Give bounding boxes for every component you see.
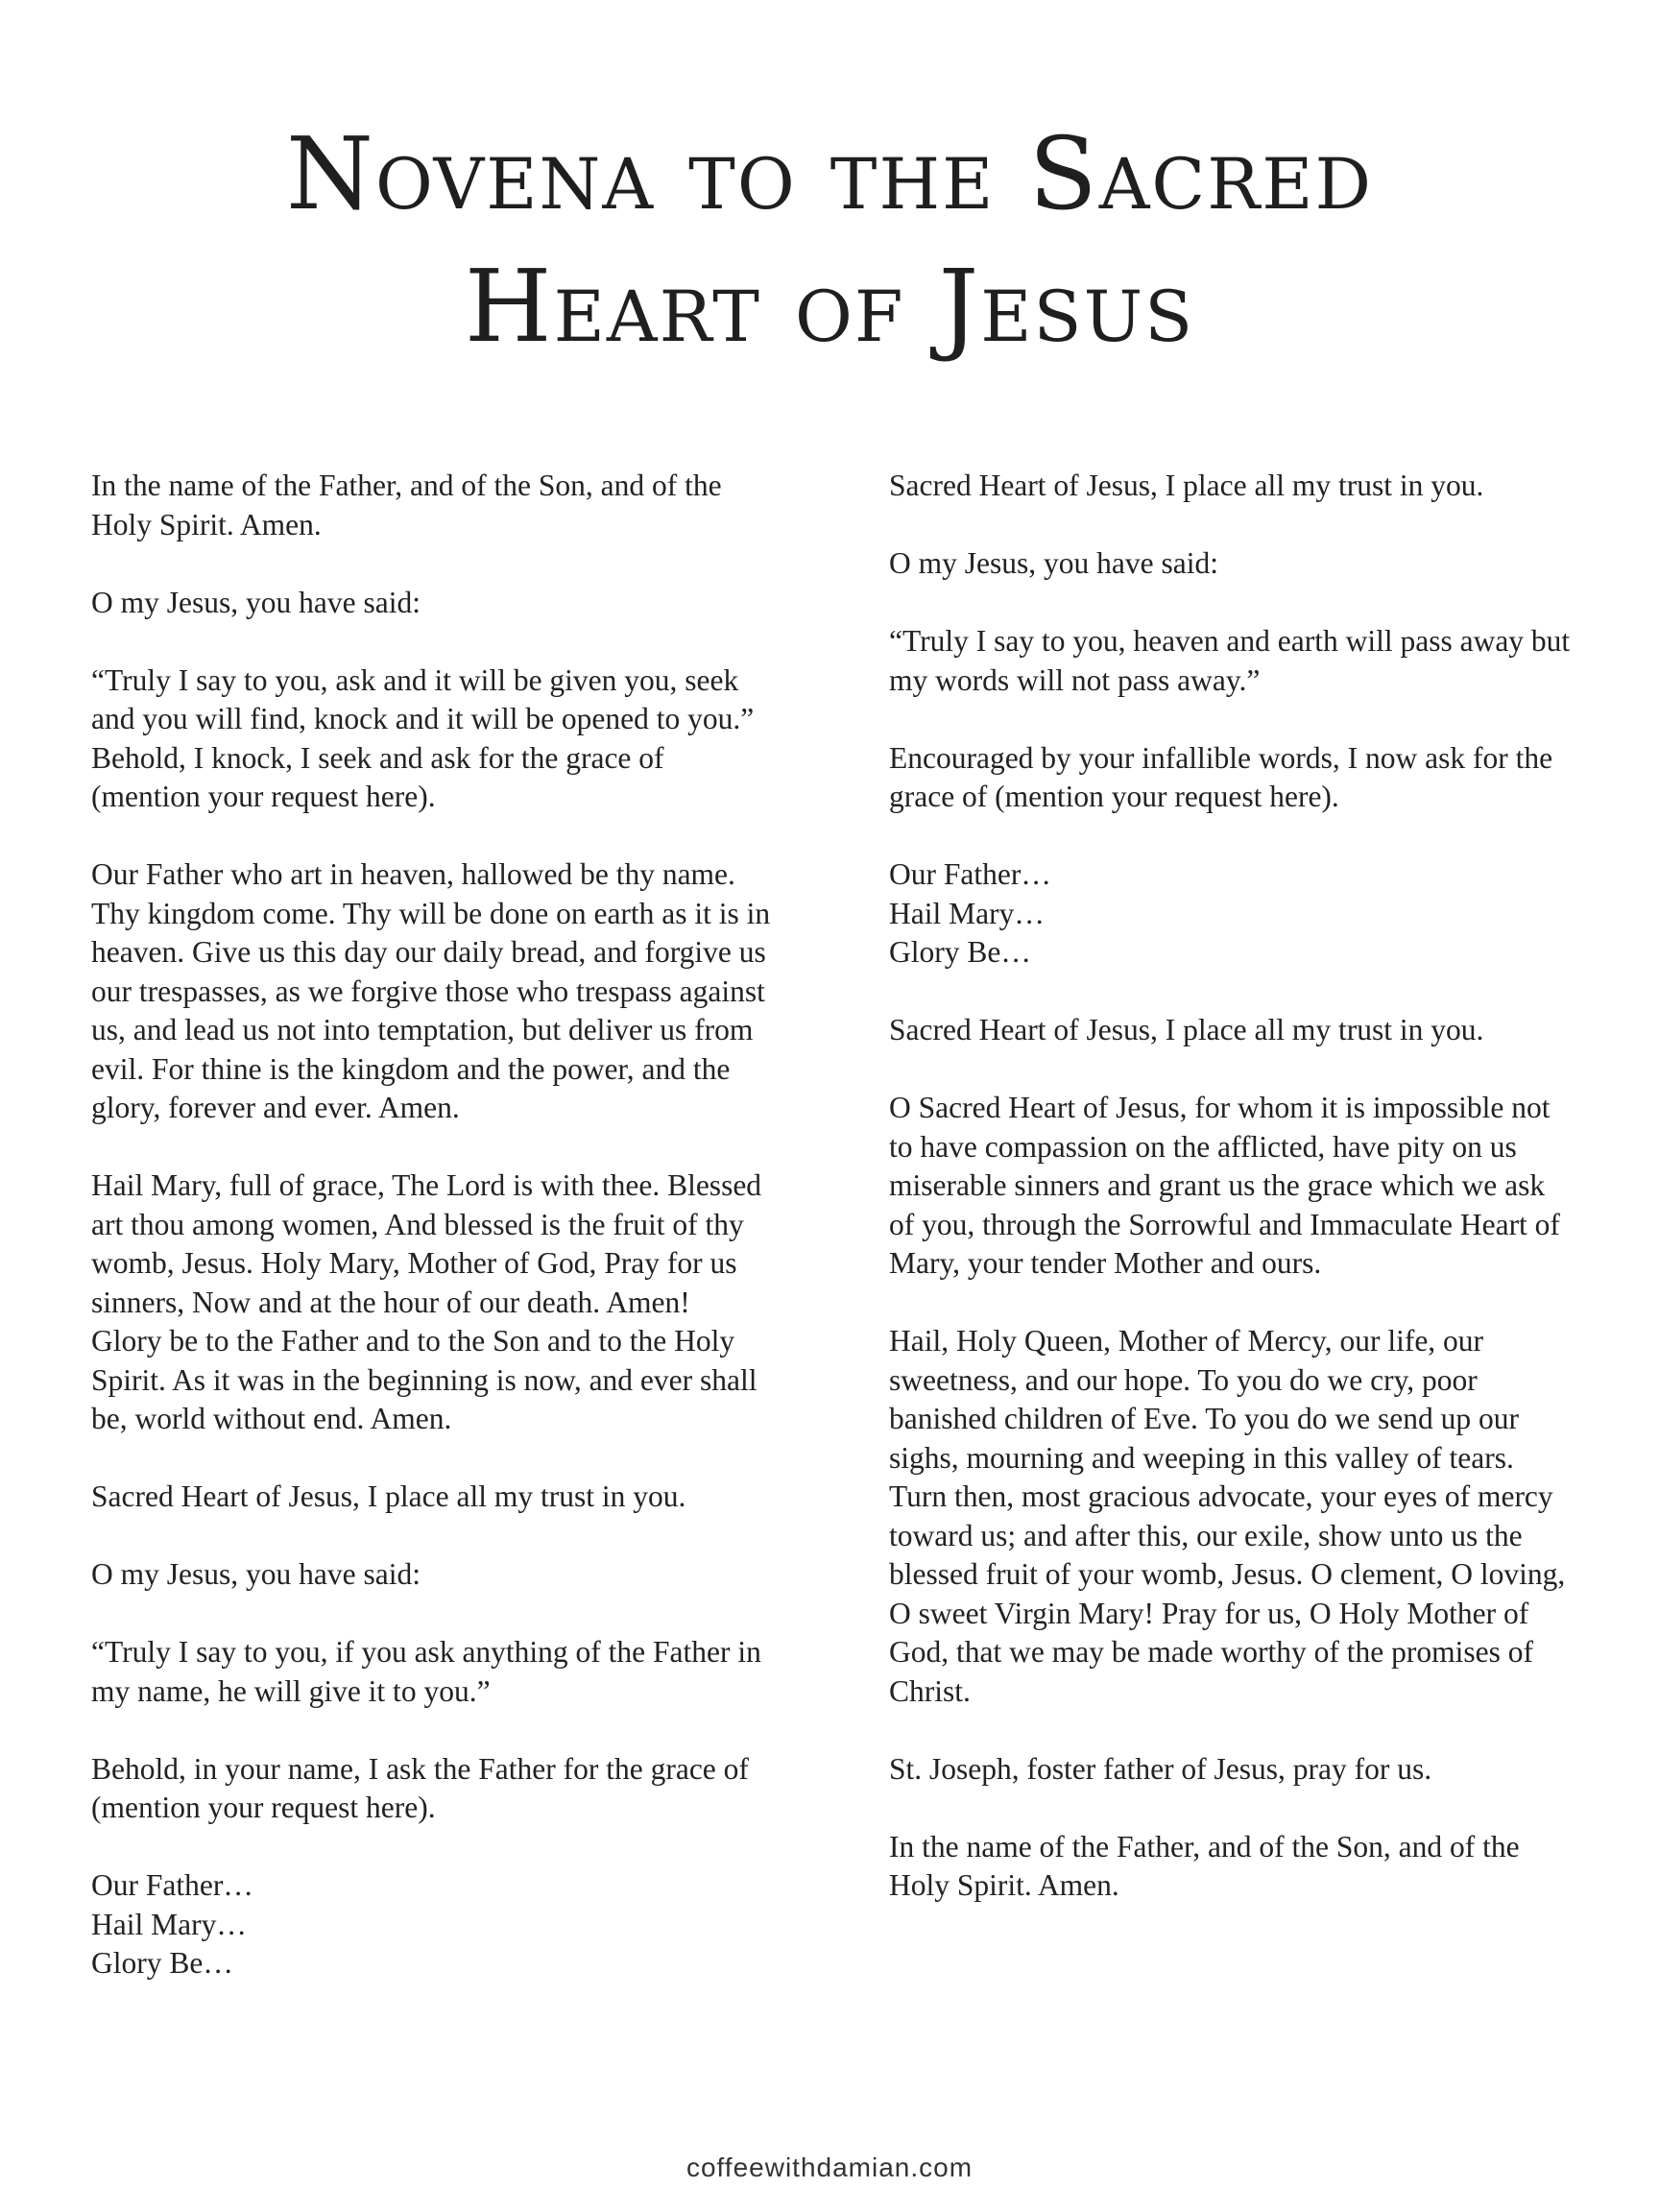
prayer-line: Hail, Holy Queen, Mother of Mercy, our life, our [889,1324,1484,1358]
prayer-paragraph [889,622,1599,700]
prayer-line: Holy Spirit. Amen. [889,1868,1119,1902]
prayer-line: of you, through the Sorrowful and Immaculate Heart of [889,1207,1560,1241]
prayer-line: Glory be to the Father and to the Son and to the Holy [91,1324,735,1358]
prayer-line: heaven. Give us this day our daily bread, and forgive us [91,935,766,969]
prayer-line: (mention your request here). [91,780,436,813]
prayer-line: Christ. [889,1673,971,1708]
prayer-line: Sacred Heart of Jesus, I place all my trust in you. [889,469,1484,502]
prayer-line: womb, Jesus. Holy Mary, Mother of God, Pray for us [91,1246,737,1280]
prayer-line: Hail Mary… [91,1907,247,1941]
prayer-paragraph [91,1866,802,1984]
page-title-line-1: Novena to the Sacred [285,115,1374,232]
prayer-line: God, that we may be made worthy of the promises of [889,1635,1533,1669]
prayer-line: Sacred Heart of Jesus, I place all my trust in you. [889,1013,1484,1046]
prayer-line: my words will not pass away.” [889,662,1261,697]
footer-website: coffeewithdamian.com [685,2152,974,2182]
prayer-paragraph [889,1750,1599,1790]
prayer-line: and you will find, knock and it will be opened to you.” [91,702,755,735]
prayer-paragraph [889,855,1599,973]
prayer-line: In the name of the Father, and of the Son, and of the [889,1829,1520,1863]
prayer-line: evil. For thine is the kingdom and the power, and the [91,1051,731,1086]
prayer-line: Glory Be… [91,1946,233,1980]
prayer-paragraph [91,661,802,817]
prayer-line: “Truly I say to you, heaven and earth will pass away but [889,624,1571,658]
prayer-line: O sweet Virgin Mary! Pray for us, O Holy Mother of [889,1596,1529,1630]
prayer-line: banished children of Eve. To you do we send up our [889,1402,1519,1435]
prayer-line: grace of (mention your request here). [889,780,1339,813]
prayer-line: Sacred Heart of Jesus, I place all my trust in you. [91,1479,686,1513]
prayer-paragraph [91,584,802,623]
prayer-paragraph [889,467,1599,506]
prayer-line: sighs, mourning and weeping in this valley of tears. [889,1440,1514,1475]
prayer-line: sweetness, and our hope. To you do we cry, poor [889,1362,1478,1397]
prayer-line: Behold, in your name, I ask the Father for the grace of [91,1751,749,1786]
page-title [0,108,1659,373]
prayer-line: Spirit. As it was in the beginning is now, and ever shall [91,1362,757,1397]
prayer-paragraph [91,467,802,544]
prayer-line: my name, he will give it to you.” [91,1673,491,1708]
prayer-line: Our Father… [889,857,1051,891]
prayer-line: O Sacred Heart of Jesus, for whom it is impossible not [889,1091,1551,1124]
prayer-line: Thy kingdom come. Thy will be done on earth as it is in [91,896,771,930]
prayer-line: “Truly I say to you, ask and it will be given you, seek [91,662,739,697]
prayer-line: to have compassion on the afflicted, have pity on us [889,1129,1517,1164]
prayer-paragraph [91,1478,802,1517]
prayer-line: O my Jesus, you have said: [91,585,421,619]
prayer-paragraph [91,855,802,1128]
prayer-line: Glory Be… [889,935,1031,969]
prayer-line: art thou among women, And blessed is the fruit of thy [91,1207,744,1241]
prayer-line: Behold, I knock, I seek and ask for the grace of [91,740,664,775]
prayer-paragraph [889,1089,1599,1284]
prayer-paragraph [889,1011,1599,1050]
prayer-line: In the name of the Father, and of the Son, and of the [91,469,722,502]
prayer-line: miserable sinners and grant us the grace which we ask [889,1168,1546,1202]
prayer-line: Our Father who art in heaven, hallowed be thy name. [91,857,735,891]
page-title-line-2: Heart of Jesus [464,248,1195,365]
prayer-paragraph [91,1750,802,1828]
right-column [889,467,1599,1944]
prayer-line: “Truly I say to you, if you ask anything of the Father in [91,1635,761,1669]
prayer-paragraph [91,1633,802,1711]
prayer-line: St. Joseph, foster father of Jesus, pray for us. [889,1751,1432,1786]
prayer-line: Hail Mary… [889,896,1045,930]
prayer-line: be, world without end. Amen. [91,1402,452,1435]
prayer-paragraph [889,1828,1599,1906]
prayer-line: blessed fruit of your womb, Jesus. O clement, O loving, [889,1557,1566,1591]
prayer-line: Hail Mary, full of grace, The Lord is with thee. Blessed [91,1168,762,1202]
prayer-line: (mention your request here). [91,1791,436,1824]
prayer-line: us, and lead us not into temptation, but deliver us from [91,1013,754,1046]
prayer-paragraph [889,739,1599,817]
prayer-paragraph [889,1322,1599,1711]
prayer-line: O my Jesus, you have said: [91,1557,421,1591]
prayer-line: Mary, your tender Mother and ours. [889,1246,1322,1280]
prayer-line: our trespasses, as we forgive those who trespass against [91,974,765,1008]
prayer-line: sinners, Now and at the hour of our death. Amen! [91,1285,690,1319]
prayer-line: glory, forever and ever. Amen. [91,1091,460,1124]
prayer-line: Our Father… [91,1868,253,1902]
prayer-paragraph [91,1555,802,1595]
prayer-line: Encouraged by your infallible words, I now ask for the [889,740,1553,775]
left-column [91,467,802,2022]
prayer-line: Turn then, most gracious advocate, your eyes of mercy [889,1479,1553,1513]
prayer-paragraph [889,544,1599,584]
prayer-line: toward us; and after this, our exile, show unto us the [889,1518,1523,1552]
prayer-line: Holy Spirit. Amen. [91,507,322,541]
prayer-line: O my Jesus, you have said: [889,546,1218,580]
prayer-paragraph [91,1166,802,1439]
